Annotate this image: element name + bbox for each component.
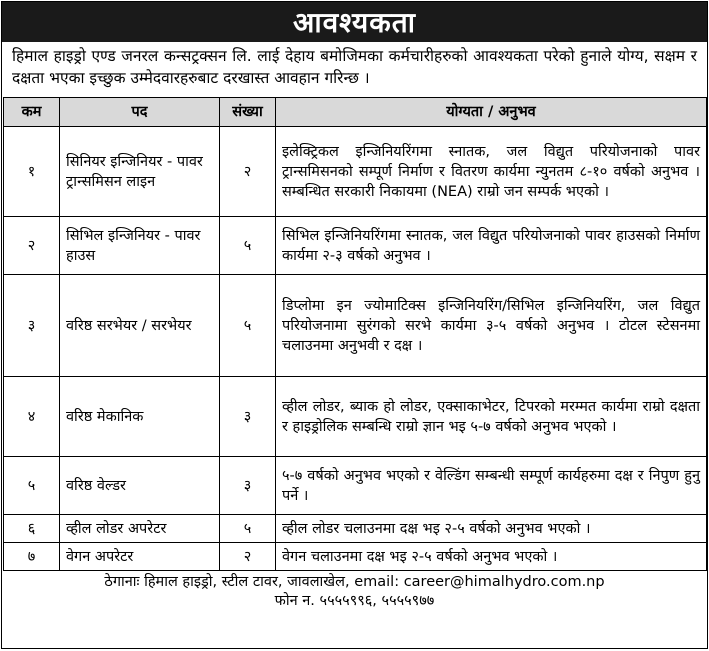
header-qualification: योग्यता / अनुभव	[276, 98, 707, 127]
contact-footer	[2, 573, 707, 611]
row-sn: ३	[4, 275, 60, 377]
table-row	[4, 377, 707, 457]
row-count: ५	[220, 515, 276, 543]
page-title: आवश्यकता	[292, 6, 417, 39]
row-count: २	[220, 127, 276, 217]
row-count: २	[220, 543, 276, 571]
row-count: ५	[220, 217, 276, 275]
table-header-row	[4, 98, 707, 127]
row-post: वेगन अपरेटर	[60, 543, 220, 571]
row-qualification: डिप्लोमा इन ज्योमाटिक्स इन्जिनियरिंग/सिभिल इन्जिनियरिंग, जल विद्युत परियोजनामा सुरंगको सरभे कार्यमा ३-५ वर्षको अनुभव । टोटल स्टेसनमा चलाउनमा अनुभवी र दक्ष ।	[276, 275, 707, 377]
job-advertisement	[1, 1, 708, 649]
row-sn: २	[4, 217, 60, 275]
row-count: ३	[220, 457, 276, 515]
header-post: पद	[60, 98, 220, 127]
row-post: सिभिल इन्जिनियर - पावर हाउस	[60, 217, 220, 275]
row-post: वरिष्ठ सरभेयर / सरभेयर	[60, 275, 220, 377]
vacancy-table	[3, 97, 707, 571]
intro-paragraph: हिमाल हाइड्रो एण्ड जनरल कन्सट्रक्सन लि. लाई देहाय बमोजिमका कर्मचारीहरुको आवश्यकता परेको हुनाले योग्य, सक्षम र दक्षता भएका इच्छुक उम्मेदवारहरुबाट दरखास्त आवहान गरिन्छ ।	[12, 47, 697, 87]
row-qualification: व्हील लोडर, ब्याक हो लोडर, एक्साकाभेटर, टिपरको मरम्मत कार्यमा राम्रो दक्षता र हाइड्रोलिक सम्बन्धि राम्रो ज्ञान भइ ५-७ वर्षको अनुभव भएको ।	[276, 377, 707, 457]
row-post: वरिष्ठ मेकानिक	[60, 377, 220, 457]
footer-phone: फोन न. ५५५५९९६, ५५५५९७७	[274, 593, 435, 609]
row-post: वरिष्ठ वेल्डर	[60, 457, 220, 515]
row-count: ३	[220, 377, 276, 457]
table-row	[4, 127, 707, 217]
row-sn: ४	[4, 377, 60, 457]
table-row	[4, 457, 707, 515]
row-sn: ६	[4, 515, 60, 543]
row-sn: ५	[4, 457, 60, 515]
header-sn: कम	[4, 98, 60, 127]
title-banner	[2, 2, 707, 42]
row-count: ५	[220, 275, 276, 377]
header-count: संख्या	[220, 98, 276, 127]
table-row	[4, 515, 707, 543]
row-qualification: वेगन चलाउनमा दक्ष भइ २-५ वर्षको अनुभव भएको ।	[276, 543, 707, 571]
row-qualification: ५-७ वर्षको अनुभव भएको र वेल्डिंग सम्बन्धी सम्पूर्ण कार्यहरुमा दक्ष र निपुण हुनु पर्ने ।	[276, 457, 707, 515]
row-qualification: सिभिल इन्जिनियरिंगमा स्नातक, जल विद्युत परियोजनाको पावर हाउसको निर्माण कार्यमा २-३ वर्षको अनुभव ।	[276, 217, 707, 275]
row-sn: १	[4, 127, 60, 217]
row-qualification: व्हील लोडर चलाउनमा दक्ष भइ २-५ वर्षको अनुभव भएको ।	[276, 515, 707, 543]
row-qualification: इलेक्ट्रिकल इन्जिनियरिंगमा स्नातक, जल विद्युत परियोजनाको पावर ट्रान्समिसनको सम्पूर्ण निर्माण र वितरण कार्यमा न्युनतम ८-१० वर्षको अनुभव । सम्बन्धित सरकारी निकायमा (NEA) राम्रो जन सम्पर्क भएको ।	[276, 127, 707, 217]
table-row	[4, 217, 707, 275]
row-post: सिनियर इन्जिनियर - पावर ट्रान्समिसन लाइन	[60, 127, 220, 217]
table-row	[4, 543, 707, 571]
table-row	[4, 275, 707, 377]
row-sn: ७	[4, 543, 60, 571]
footer-address: ठेगानाः हिमाल हाइड्रो, स्टील टावर, जावलाखेल, email: career@himalhydro.com.np	[104, 574, 605, 590]
row-post: व्हील लोडर अपरेटर	[60, 515, 220, 543]
